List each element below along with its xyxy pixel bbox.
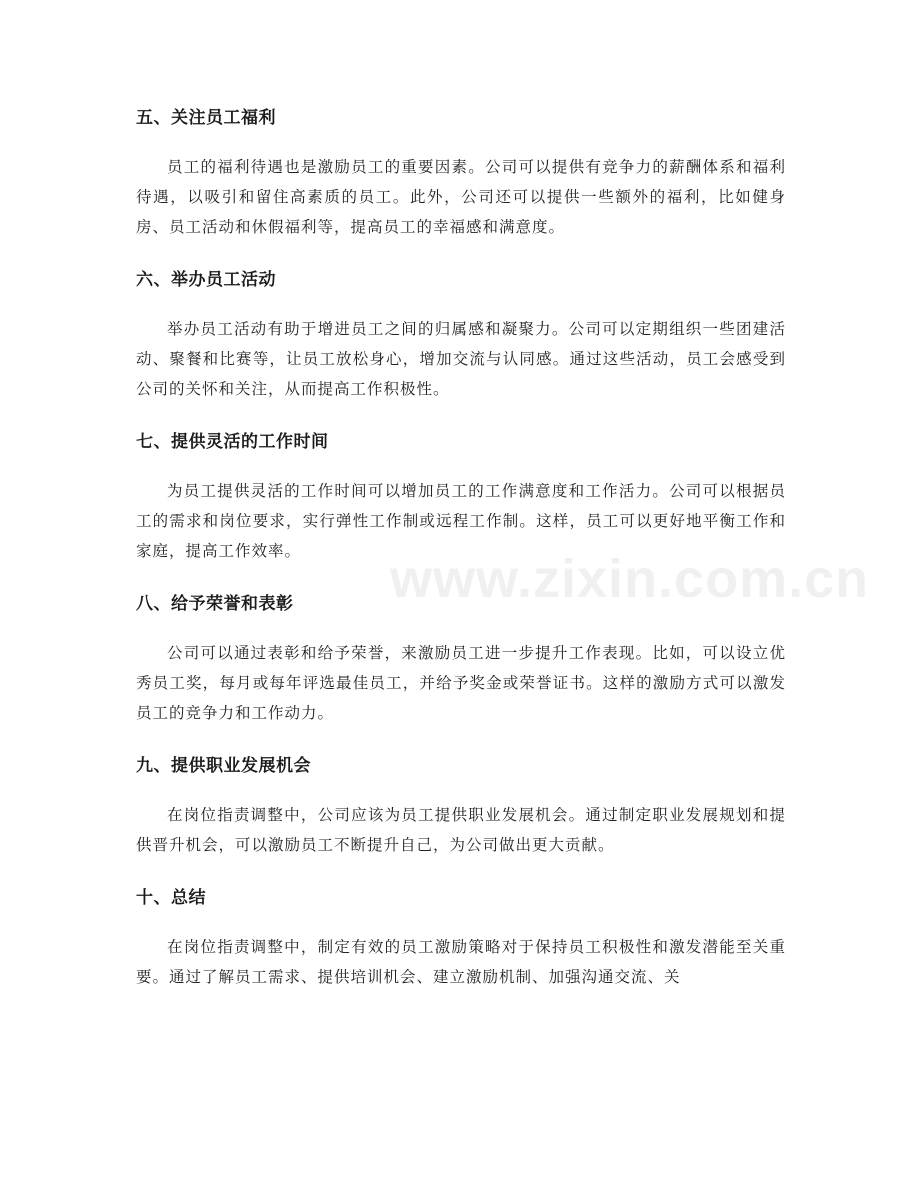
section-heading: 六、举办员工活动: [136, 270, 276, 290]
section-employee-activities: [136, 266, 786, 404]
section-flexible-hours: [136, 428, 786, 566]
section-paragraph: 举办员工活动有助于增进员工之间的归属感和凝聚力。公司可以定期组织一些团建活动、聚餐和比赛等，让员工放松身心，增加交流与认同感。通过这些活动，员工会感受到公司的关怀和关注，从而提高工作积极性。: [136, 320, 786, 398]
section-heading: 十、总结: [136, 888, 206, 908]
section-career-development: [136, 752, 786, 860]
section-honors-recognition: [136, 590, 786, 728]
section-heading: 九、提供职业发展机会: [136, 756, 311, 776]
section-paragraph: 公司可以通过表彰和给予荣誉，来激励员工进一步提升工作表现。比如，可以设立优秀员工奖，每月或每年评选最佳员工，并给予奖金或荣誉证书。这样的激励方式可以激发员工的竞争力和工作动力。: [136, 644, 786, 722]
section-summary: [136, 884, 786, 992]
section-employee-benefits: [136, 104, 786, 242]
watermark-text: www.zixin.com.cn: [390, 549, 870, 609]
document-body: [136, 104, 786, 1016]
section-heading: 七、提供灵活的工作时间: [136, 432, 329, 452]
section-paragraph: 员工的福利待遇也是激励员工的重要因素。公司可以提供有竞争力的薪酬体系和福利待遇，以吸引和留住高素质的员工。此外，公司还可以提供一些额外的福利，比如健身房、员工活动和休假福利等，提高员工的幸福感和满意度。: [136, 158, 786, 236]
section-heading: 八、给予荣誉和表彰: [136, 594, 294, 614]
section-heading: 五、关注员工福利: [136, 108, 276, 128]
section-paragraph: 在岗位指责调整中，公司应该为员工提供职业发展机会。通过制定职业发展规划和提供晋升机会，可以激励员工不断提升自己，为公司做出更大贡献。: [136, 806, 786, 854]
section-paragraph: 在岗位指责调整中，制定有效的员工激励策略对于保持员工积极性和激发潜能至关重要。通过了解员工需求、提供培训机会、建立激励机制、加强沟通交流、关: [136, 938, 786, 986]
section-paragraph: 为员工提供灵活的工作时间可以增加员工的工作满意度和工作活力。公司可以根据员工的需求和岗位要求，实行弹性工作制或远程工作制。这样，员工可以更好地平衡工作和家庭，提高工作效率。: [136, 482, 786, 560]
